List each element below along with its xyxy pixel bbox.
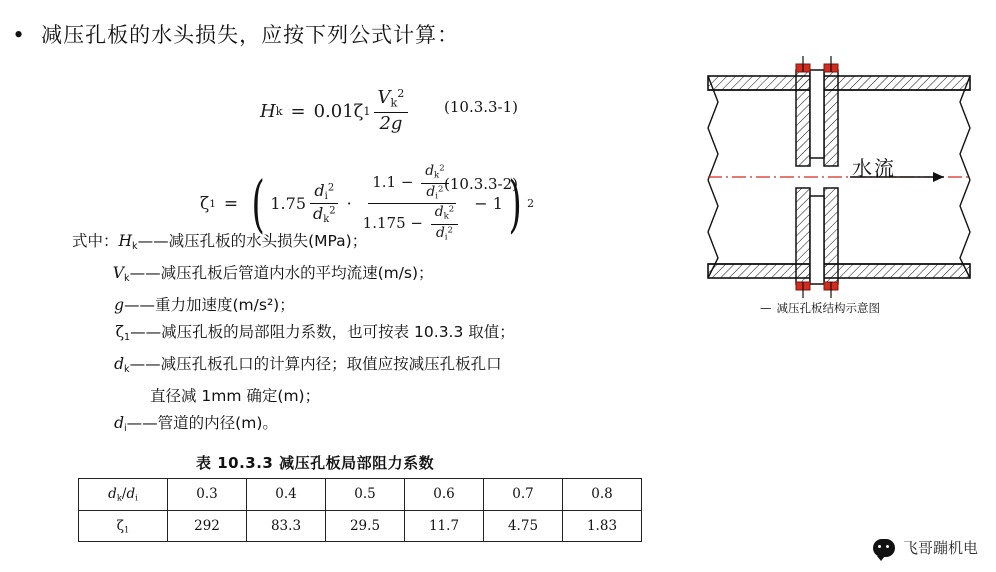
formula-2-outer-exponent: 2 <box>527 197 535 211</box>
formula-1-num-sup: 2 <box>397 87 405 100</box>
table-row-header-ratio <box>79 479 168 511</box>
table-row <box>79 510 642 542</box>
f2bd-num-sub: k <box>443 212 449 223</box>
legend-symbol-4: d <box>114 355 124 374</box>
table-cell-ratio: 0.5 <box>326 479 405 511</box>
formula-2-ratio-den <box>309 204 340 226</box>
legend-prefix: 式中： <box>72 232 119 250</box>
legend-row <box>72 351 515 383</box>
formula-2-ratio-fraction <box>309 182 340 226</box>
legend-symbol-6: d <box>114 414 124 433</box>
formula-2-ratio-num <box>310 182 338 205</box>
coefficient-table <box>78 478 642 542</box>
legend-symbol-2: g <box>114 296 124 315</box>
table-row-header-zeta <box>79 510 168 542</box>
formula-1-zeta: ζ <box>353 100 364 122</box>
f2-num-var: d <box>314 180 325 200</box>
f2bn-num-sub: k <box>434 170 440 181</box>
formula-1-den-var: 2g <box>379 112 403 134</box>
f2-num-sup: 2 <box>327 182 335 194</box>
table-cell-value: 83.3 <box>247 510 326 542</box>
legend-text-4: ——减压孔板孔口的计算内径；取值应按减压孔板孔口 <box>129 355 502 374</box>
legend-text-5: 直径减 1mm 确定(m)； <box>150 387 321 406</box>
f2-num-sub: i <box>324 190 328 202</box>
legend-symbol-1: V <box>112 264 124 283</box>
f2bn-den-sup: 2 <box>437 184 444 195</box>
formula-2-lhs-sub: 1 <box>209 197 216 210</box>
zeta-symbol: ζ <box>116 517 124 534</box>
formula-1-lhs-sub: k <box>275 104 283 118</box>
legend-symbol-3: ζ <box>115 323 124 342</box>
legend-text-0: ——减压孔板的水头损失(MPa)； <box>137 232 368 250</box>
formula-1-coefficient: 0.01 <box>313 100 354 122</box>
table-cell-ratio: 0.4 <box>247 479 326 511</box>
orifice-plate-drawing <box>700 52 978 324</box>
water-flow-label: 水流 <box>852 156 896 180</box>
legend-text-3: ——减压孔板的局部阻力系数，也可按表 10.3.3 取值； <box>130 323 515 342</box>
legend-row <box>72 292 515 319</box>
table-cell-value: 29.5 <box>326 510 405 542</box>
figure-caption <box>760 300 880 316</box>
f2bn-num-sup: 2 <box>439 163 445 174</box>
account-name: 飞哥蹦机电 <box>902 539 978 557</box>
orifice-plate-figure <box>700 52 978 324</box>
formula-2-tag: (10.3.3-2) <box>444 175 519 193</box>
formula-1-zeta-sub: 1 <box>363 104 371 118</box>
legend-row <box>72 383 515 410</box>
ratio-d1: d <box>108 486 117 502</box>
bullet-headline <box>14 20 459 50</box>
table-cell-ratio: 0.3 <box>168 479 247 511</box>
legend-text-2: ——重力加速度(m/s²)； <box>124 296 295 315</box>
f2-den-var: d <box>313 204 324 224</box>
f2bd-den-sub: i <box>444 232 448 243</box>
formula-2-left-paren: ( <box>251 166 265 240</box>
table-cell-value: 292 <box>168 510 247 542</box>
table-row <box>79 479 642 511</box>
f2bd-num <box>431 205 458 225</box>
f2bn-den-sub: i <box>435 191 438 202</box>
headline-text: 减压孔板的水头损失，应按下列公式计算： <box>41 23 460 47</box>
formula-1-num-sub: k <box>390 96 398 110</box>
zeta-sub: 1 <box>124 524 130 535</box>
f2bd-den-var: d <box>435 224 445 241</box>
formula-1-fraction-numerator <box>374 88 409 113</box>
f2bn-num-var: d <box>425 163 435 180</box>
legend-text-6: ——管道的内径(m)。 <box>126 414 278 433</box>
table-cell-ratio: 0.7 <box>484 479 563 511</box>
formula-2-factor: 1.75 <box>270 194 306 214</box>
table-cell-ratio: 0.8 <box>563 479 642 511</box>
f2bd-num-sup: 2 <box>448 204 455 215</box>
table-cell-value: 11.7 <box>405 510 484 542</box>
legend-row <box>72 410 515 442</box>
f2-den-sup: 2 <box>329 205 336 217</box>
ratio-sub1: k <box>116 492 122 503</box>
table-cell-ratio: 0.6 <box>405 479 484 511</box>
legend-row <box>72 260 515 292</box>
f2bd-num-var: d <box>434 204 444 221</box>
f2bn-den-var: d <box>426 183 436 200</box>
formula-1-num-var: V <box>377 87 391 109</box>
figure-caption-text: 减压孔板结构示意图 <box>776 301 880 315</box>
ratio-slash: / <box>121 486 127 502</box>
legend-row <box>72 319 515 351</box>
formula-2-lhs: ζ <box>200 193 210 214</box>
f2-den-sub: k <box>323 214 330 226</box>
table-cell-value: 4.75 <box>484 510 563 542</box>
table-caption: 表 10.3.3 减压孔板局部阻力系数 <box>196 454 435 472</box>
legend-sub-3: 1 <box>124 332 131 344</box>
bullet-dot-icon: • <box>14 20 24 49</box>
legend-row <box>72 228 515 260</box>
f2bd-den-sup: 2 <box>447 225 453 236</box>
legend-sub-6: i <box>124 423 127 435</box>
formula-2-dot: · <box>346 194 352 214</box>
legend-text-1: ——减压孔板后管道内水的平均流速(m/s)； <box>129 264 434 283</box>
table-cell-value: 1.83 <box>563 510 642 542</box>
formula-1-fraction <box>374 88 409 134</box>
formula-2-big-num <box>368 164 455 204</box>
legend-symbol-0: H <box>118 232 133 250</box>
formula-1-lhs: H <box>260 100 276 122</box>
formula-2-big-den-left: 1.175 − <box>362 214 423 233</box>
formula-1-tag: (10.3.3-1) <box>444 98 519 116</box>
formula-2-big-num-left: 1.1 − <box>372 173 414 192</box>
legend-sub-4: k <box>124 364 130 376</box>
formula-area <box>60 80 660 244</box>
formula-1-equals: = <box>290 100 306 122</box>
ratio-sub2: i <box>135 492 138 503</box>
formula-2-minus-one: − 1 <box>474 194 503 214</box>
formula-2-right-paren: ) <box>508 166 522 240</box>
formula-1-fraction-denominator <box>375 113 406 135</box>
legend-sub-1: k <box>124 273 130 285</box>
legend-sub-0: k <box>132 241 138 253</box>
footer-watermark <box>873 537 978 558</box>
legend-block <box>72 228 515 442</box>
wechat-icon <box>873 539 895 557</box>
figure-caption-dash: — <box>760 301 772 315</box>
formula-2-equals: = <box>223 193 239 214</box>
ratio-d2: d <box>126 486 136 502</box>
